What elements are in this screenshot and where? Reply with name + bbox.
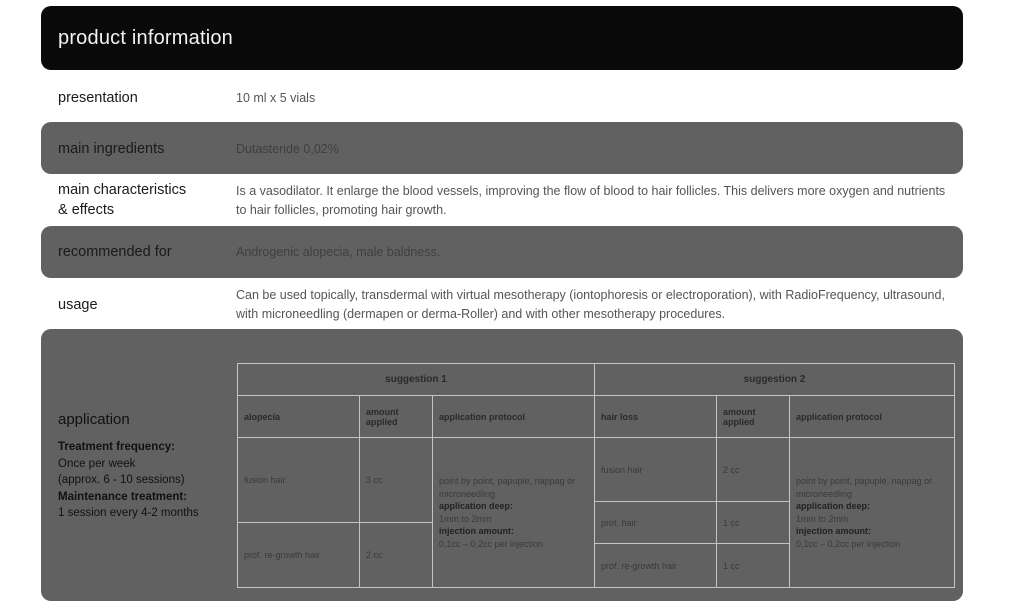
- main-ingredients-label: main ingredients: [58, 141, 165, 157]
- table-cell-s1-amount-2: 2 cc: [360, 523, 433, 588]
- table-cell-s1-amount-1: 3 cc: [360, 438, 433, 523]
- treatment-frequency-title: Treatment frequency:: [58, 441, 175, 453]
- characteristics-label-line1: main characteristics: [58, 182, 187, 198]
- protocol-amount-value-2: 0,1cc – 0,2cc per injection: [796, 538, 901, 549]
- col-amount-applied-2: amount applied: [717, 396, 790, 438]
- main-characteristics-label: [58, 180, 186, 220]
- main-ingredients-value: Dutasteride 0,02%: [236, 142, 339, 156]
- maintenance-value: 1 session every 4-2 months: [58, 507, 199, 519]
- page-title: product information: [58, 26, 234, 49]
- protocol-depth-title-2: application deep:: [796, 501, 871, 511]
- characteristics-label-line2: & effects: [58, 202, 115, 218]
- col-hair-loss: hair loss: [595, 396, 717, 438]
- application-table: [237, 363, 955, 588]
- protocol-method-2: point by point, papuple, nappag or microneedling: [796, 476, 933, 499]
- protocol-amount-title-1: injection amount:: [439, 526, 514, 536]
- usage-label: usage: [58, 297, 98, 313]
- table-cell-s2-amount-2: 1 cc: [717, 502, 790, 544]
- table-cell-s2-product-3: prof. re-growth hair: [595, 544, 717, 588]
- presentation-label: presentation: [58, 90, 138, 106]
- application-label: application: [58, 411, 130, 428]
- table-cell-s1-product-1: fusion hair: [238, 438, 360, 523]
- main-characteristics-value: Is a vasodilator. It enlarge the blood vessels, improving the flow of blood to hair follicles. This delivers more oxygen and nutrients to hair follicles, promoting hair growth.: [236, 184, 946, 217]
- table-cell-s2-amount-1: 2 cc: [717, 438, 790, 502]
- maintenance-title: Maintenance treatment:: [58, 490, 188, 503]
- application-notes: [58, 439, 218, 522]
- table-cell-s1-product-2: prof. re-growth hair: [238, 523, 360, 588]
- treatment-frequency-line1: Once per week: [58, 457, 136, 470]
- table-cell-s2-amount-3: 1 cc: [717, 544, 790, 588]
- table-cell-s2-product-2: prof. hair: [595, 502, 717, 544]
- row-main-ingredients: [41, 122, 963, 174]
- presentation-value: 10 ml x 5 vials: [236, 91, 316, 105]
- col-alopecia: alopecia: [238, 396, 360, 438]
- table-cell-s1-protocol: [433, 438, 595, 588]
- header-bar: [41, 6, 963, 70]
- usage-value: Can be used topically, transdermal with virtual mesotherapy (iontophoresis or electroporation), with RadioFrequency, ultrasound, with microneedling (dermapen or derma-Roller) and with other mesotherapy procedures.: [236, 288, 945, 321]
- protocol-depth-value-1: 1mm to 2mm: [439, 513, 492, 524]
- protocol-depth-value-2: 1mm to 2mm: [796, 513, 849, 524]
- suggestion-1-header: suggestion 1: [238, 364, 595, 396]
- recommended-for-label: recommended for: [58, 244, 172, 260]
- row-presentation: [41, 84, 963, 114]
- col-application-protocol-1: application protocol: [433, 396, 595, 438]
- row-main-characteristics: [41, 178, 963, 224]
- row-usage: [41, 284, 963, 326]
- table-cell-s2-product-1: fusion hair: [595, 438, 717, 502]
- recommended-for-value: Androgenic alopecia, male baldness.: [236, 245, 441, 259]
- treatment-frequency-line2: (approx. 6 - 10 sessions): [58, 474, 185, 486]
- row-recommended-for: [41, 226, 963, 278]
- protocol-depth-title-1: application deep:: [439, 501, 514, 511]
- col-amount-applied-1: amount applied: [360, 396, 433, 438]
- row-application: [41, 329, 963, 601]
- protocol-amount-title-2: injection amount:: [796, 526, 872, 536]
- protocol-amount-value-1: 0,1cc – 0,2cc per injection: [439, 538, 544, 549]
- suggestion-2-header: suggestion 2: [595, 364, 955, 396]
- col-application-protocol-2: application protocol: [790, 396, 955, 438]
- table-cell-s2-protocol: [790, 438, 955, 588]
- protocol-method-1: point by point, papuple, nappag or microneedling: [439, 476, 576, 499]
